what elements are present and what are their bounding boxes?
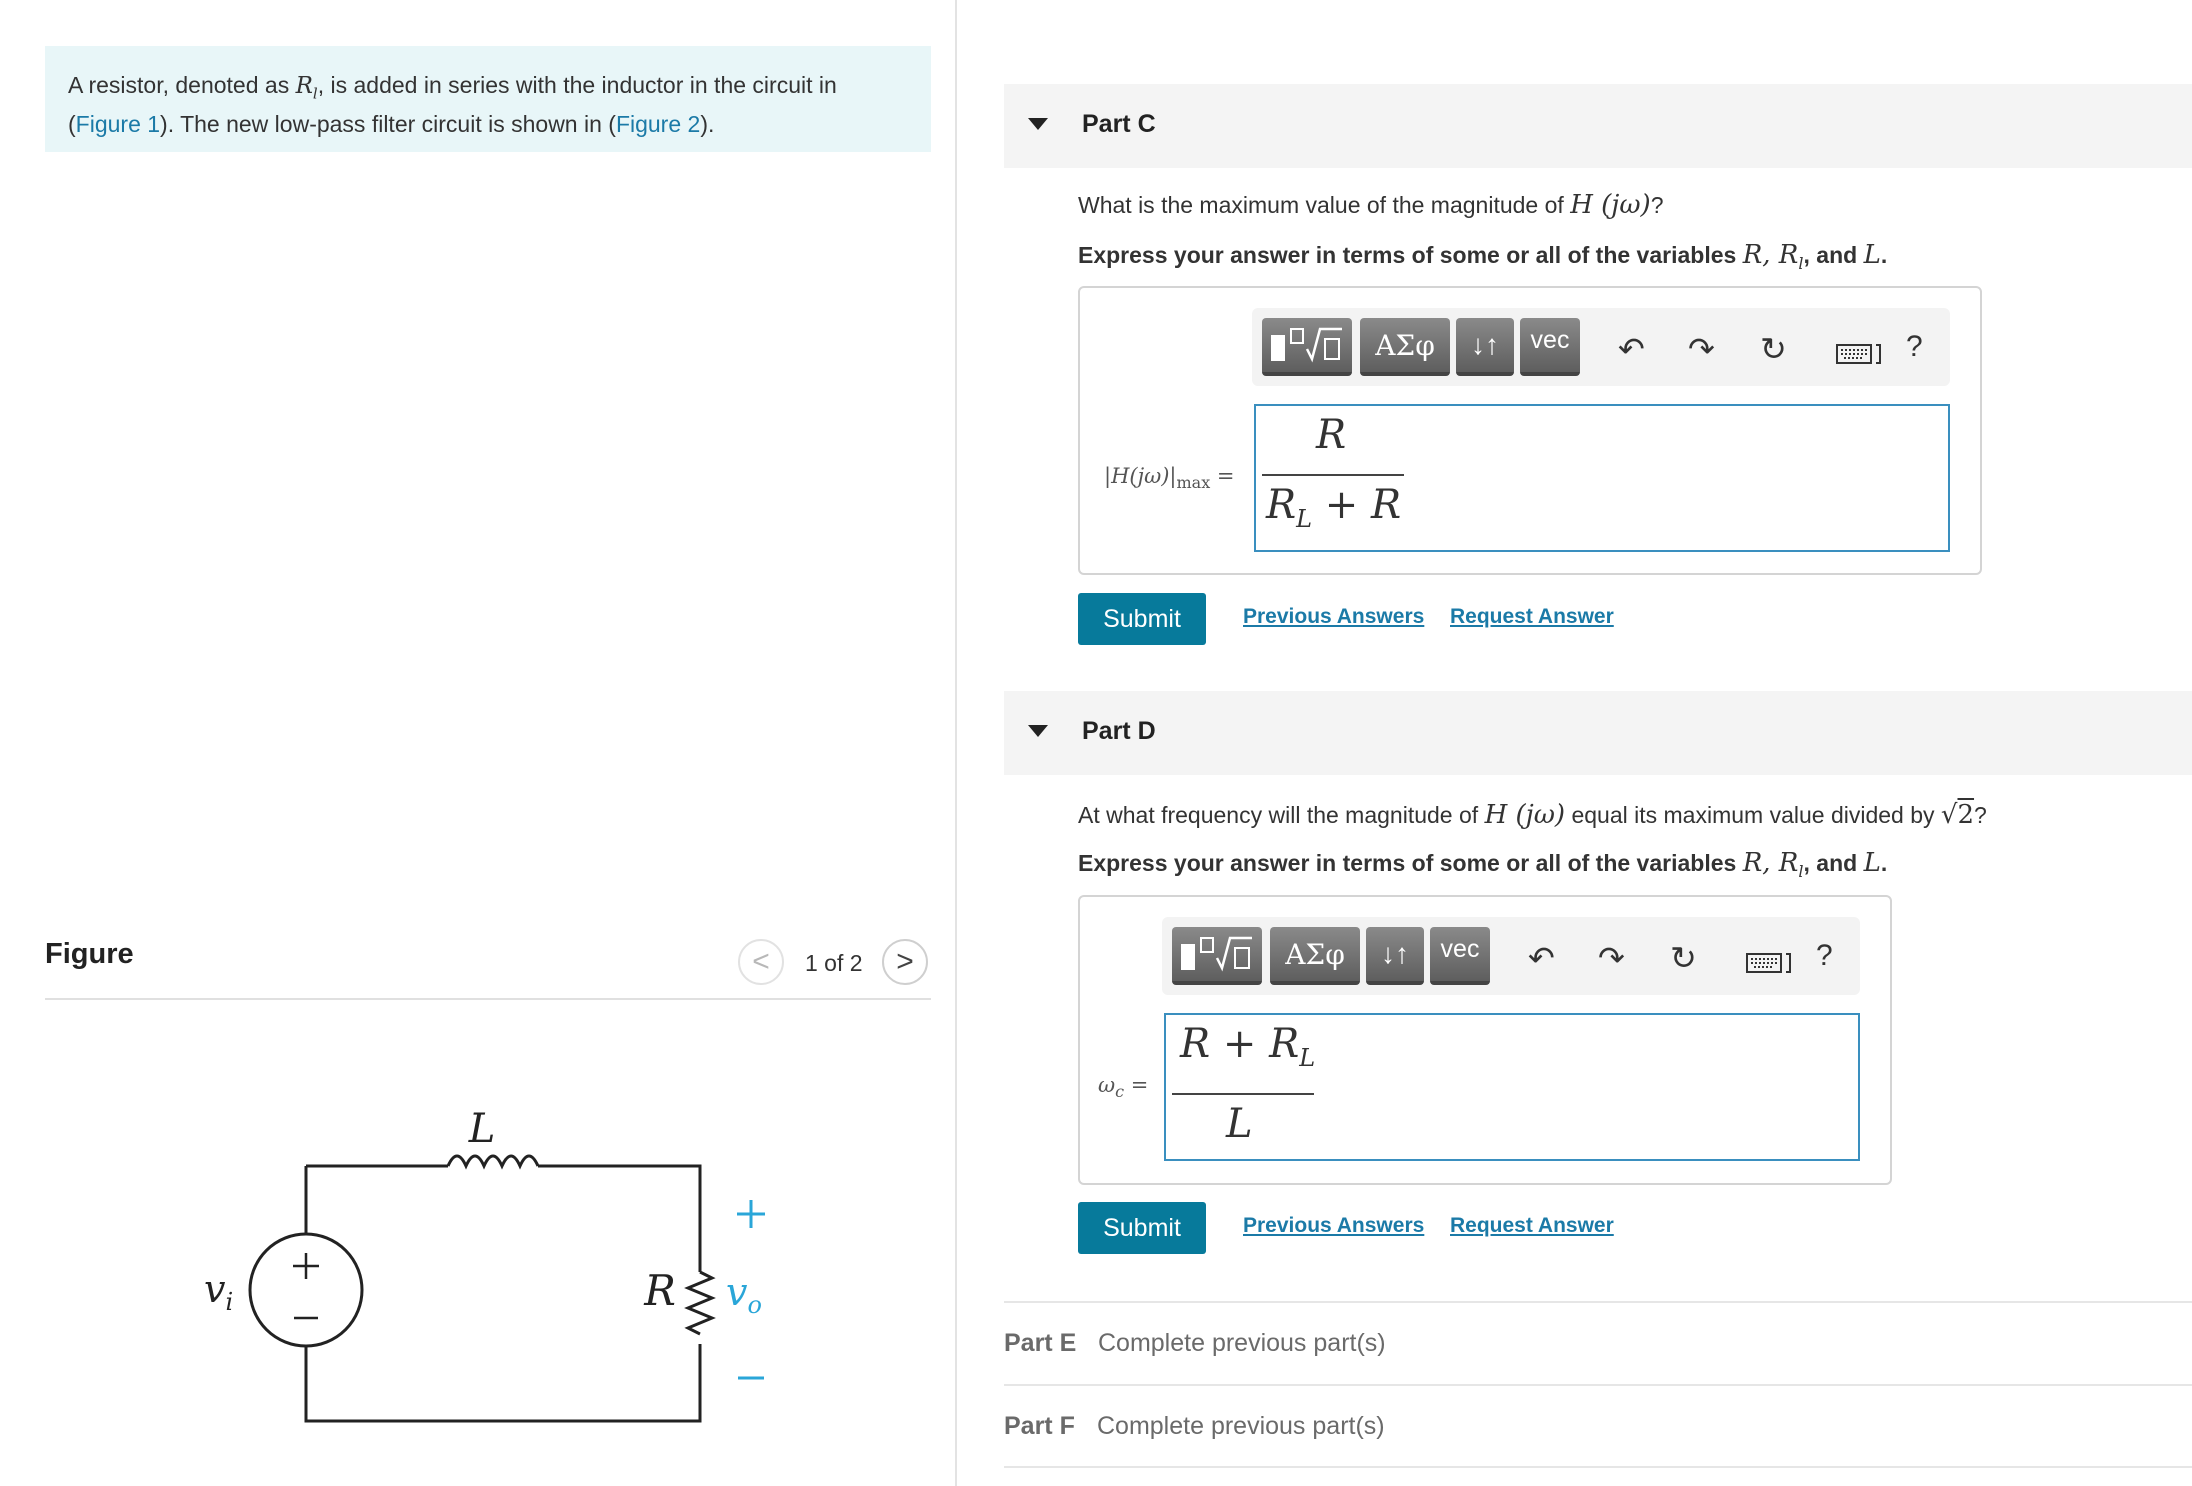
output-plus-icon [737,1200,765,1228]
resistor-zigzag [688,1272,712,1334]
figure-title: Figure [45,938,134,970]
part-f-row [1004,1384,2192,1468]
vec-button[interactable]: vec [1520,318,1580,376]
keyboard-icon[interactable] [1836,338,1884,375]
intro-text: A resistor, denoted as [68,72,296,98]
part-c-fraction-bar [1262,474,1404,476]
part-c-numerator: R [1316,412,1347,458]
bottom-divider [1004,1466,2192,1468]
part-e-status: Complete previous part(s) [1098,1329,1386,1357]
part-c-answer-box [1078,286,1982,575]
arrows-button[interactable]: ↓↑ [1456,318,1514,376]
part-c-submit-button[interactable]: Submit [1078,593,1206,645]
part-d-variable-label: $\omega_c$ = [1098,1073,1149,1102]
reset-icon[interactable]: ↻ [1670,940,1697,976]
figure-divider [45,998,931,1000]
greek-symbols-button[interactable]: ΑΣφ [1270,927,1360,985]
template-sqrt-icon [1179,934,1255,974]
var-r: $R_l$ [295,73,318,103]
part-c-math-toolbar [1252,308,1950,386]
greek-symbols-button[interactable]: ΑΣφ [1360,318,1450,376]
part-d-fraction-bar [1172,1093,1314,1095]
template-sqrt-button[interactable] [1262,318,1352,376]
inductor-coil [448,1156,538,1166]
resistor-label: R [644,1266,676,1315]
pane-divider [955,0,957,1486]
intro-text-mid: , is added in series with the inductor in the circuit in ( [68,72,837,137]
part-d-title: Part D [1082,717,1156,745]
part-c-request-answer-link[interactable]: Request Answer [1450,605,1614,628]
help-button[interactable]: ? [1816,939,1833,972]
part-d-previous-answers-link[interactable]: Previous Answers [1243,1214,1425,1237]
part-d-submit-button[interactable]: Submit [1078,1202,1206,1254]
part-d-answer-box [1078,895,1892,1185]
part-c-variable-label: $|H(j\omega)|_{max}$ = [1104,464,1235,493]
part-d-question: At what frequency will the magnitude of H (jω) equal its maximum value divided by √2? [1078,800,1987,830]
part-d-instruction: Express your answer in terms of some or all of the variables R, $R_l$, and L. [1078,848,1888,882]
reset-icon[interactable]: ↻ [1760,331,1787,367]
part-e-title: Part E [1004,1329,1077,1357]
circuit-diagram [180,1080,800,1440]
redo-icon[interactable]: ↷ [1688,331,1715,367]
wire-top-right [538,1166,700,1272]
redo-icon[interactable]: ↷ [1598,940,1625,976]
part-f-title: Part F [1004,1412,1075,1440]
figure-1-link[interactable]: Figure 1 [75,110,161,137]
collapse-caret-icon[interactable] [1028,725,1048,737]
part-d-math-toolbar [1162,917,1860,995]
vec-button[interactable]: vec [1430,927,1490,985]
part-c-question: What is the maximum value of the magnitude of H (jω)? [1078,190,1664,220]
part-d-request-answer-link[interactable]: Request Answer [1450,1214,1614,1237]
arrows-button[interactable]: ↓↑ [1366,927,1424,985]
part-c-answer-input[interactable] [1254,404,1950,552]
undo-icon[interactable]: ↶ [1528,940,1555,976]
part-c-previous-answers-link[interactable]: Previous Answers [1243,605,1425,628]
keyboard-icon[interactable] [1746,947,1794,984]
intro-text-end: ). [700,110,715,137]
part-c-title: Part C [1082,110,1156,138]
figure-prev-button[interactable]: < [738,939,784,985]
input-voltage-label: $v_i$ [204,1267,234,1316]
inductor-label: L [468,1106,496,1152]
template-sqrt-button[interactable] [1172,927,1262,985]
problem-intro [45,46,931,152]
part-d-denominator: L [1226,1101,1253,1147]
part-e-row [1004,1301,2192,1385]
part-f-status: Complete previous part(s) [1097,1412,1385,1440]
part-d-numerator: $R + R_L$ [1180,1021,1316,1072]
voltage-source [250,1234,362,1346]
output-voltage-label: $v_o$ [726,1270,762,1319]
part-c-header[interactable] [1004,84,2192,168]
part-d-header[interactable] [1004,691,2192,775]
wire-bottom [306,1344,700,1421]
figure-2-link[interactable]: Figure 2 [615,110,701,137]
collapse-caret-icon[interactable] [1028,118,1048,130]
help-button[interactable]: ? [1906,330,1923,363]
part-c-denominator: $R_L + R$ [1266,482,1402,533]
undo-icon[interactable]: ↶ [1618,331,1645,367]
part-c-instruction: Express your answer in terms of some or all of the variables R, $R_l$, and L. [1078,240,1888,274]
source-plus-icon [293,1253,319,1279]
template-sqrt-icon [1269,325,1345,365]
part-d-answer-input[interactable] [1164,1013,1860,1161]
figure-next-button[interactable]: > [882,939,928,985]
figure-page-count: 1 of 2 [805,950,863,976]
left-pane [0,0,955,1486]
intro-text-mid2: ). The new low-pass filter circuit is shown in ( [160,110,616,137]
